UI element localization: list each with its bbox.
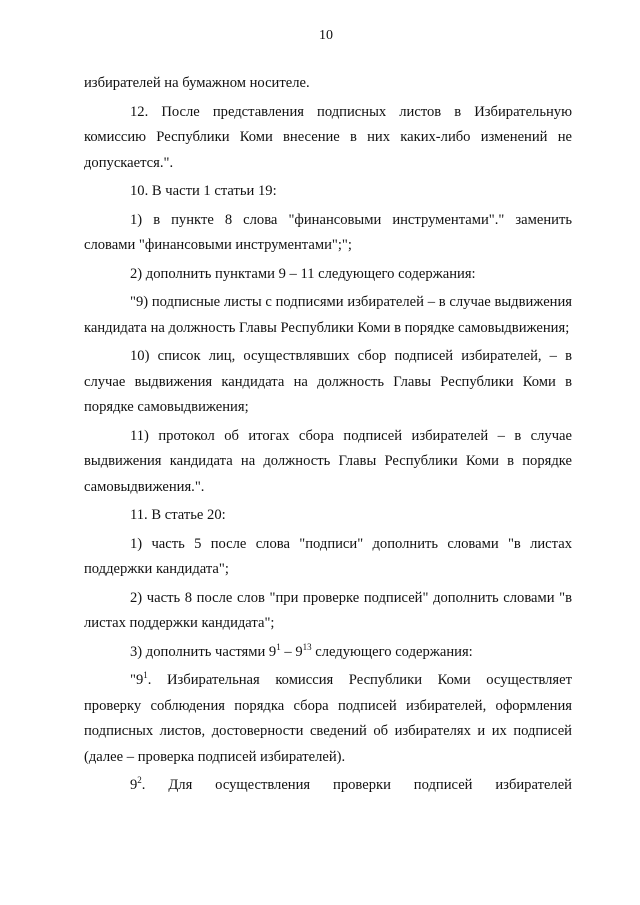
text-run: – 9 xyxy=(280,643,303,660)
text-run: . Избирательная комиссия Республики Коми осуществляет проверку соблюдения порядка сбора подписей избирателей, оформления подписных листов, достоверности сведений об избирателях и их подписей (далее – проверка подписей избирателей). xyxy=(84,672,572,765)
text-run: 9 xyxy=(130,777,138,793)
paragraph-article-19-point-2: 2) дополнить пунктами 9 – 11 следующего содержания: xyxy=(130,265,476,282)
paragraph-article-20-point-3 xyxy=(84,640,572,666)
page-number: 10 xyxy=(319,28,333,43)
paragraph-article-20-point-1: 1) часть 5 после слова "подписи" дополнить словами "в листах поддержки кандидата"; xyxy=(84,535,572,577)
superscript: 13 xyxy=(302,641,312,652)
paragraph-article-20-heading: 11. В статье 20: xyxy=(130,507,226,523)
text-run: следующего содержания: xyxy=(311,643,473,660)
paragraph-article-19-heading: 10. В части 1 статьи 19: xyxy=(130,183,277,199)
paragraph-article-19-point-1: 1) в пункте 8 слова "финансовыми инструментами"." заменить словами "финансовыми инструментами";"; xyxy=(84,211,572,253)
text-run: 3) дополнить частями 9 xyxy=(130,643,277,660)
paragraph-article-20-point-2: 2) часть 8 после слов "при проверке подписей" дополнить словами "в листах поддержки кандидата"; xyxy=(84,589,572,631)
paragraph-point-9: "9) подписные листы с подписями избирателей – в случае выдвижения кандидата на должность Главы Республики Коми в порядке самовыдвижения; xyxy=(84,294,572,336)
superscript: 2 xyxy=(137,775,142,785)
paragraph-part-9-1 xyxy=(84,668,572,770)
document-body xyxy=(84,71,572,802)
paragraph-continuation: избирателей на бумажном носителе. xyxy=(84,75,310,91)
paragraph-point-11: 11) протокол об итогах сбора подписей избирателей – в случае выдвижения кандидата на должность Главы Республики Коми в порядке самовыдвижения.". xyxy=(84,427,572,495)
paragraph-item-12: 12. После представления подписных листов в Избирательную комиссию Республики Коми внесение в них каких-либо изменений не допускается.". xyxy=(84,103,572,171)
text-run: . Для осуществления проверки подписей избирателей xyxy=(141,777,572,793)
text-run: "9 xyxy=(130,672,144,688)
paragraph-part-9-2 xyxy=(84,773,572,799)
superscript: 1 xyxy=(143,670,148,680)
superscript: 1 xyxy=(276,641,281,652)
paragraph-point-10: 10) список лиц, осуществлявших сбор подписей избирателей, – в случае выдвижения кандидата на должность Главы Республики Коми в порядке самовыдвижения; xyxy=(84,348,572,415)
